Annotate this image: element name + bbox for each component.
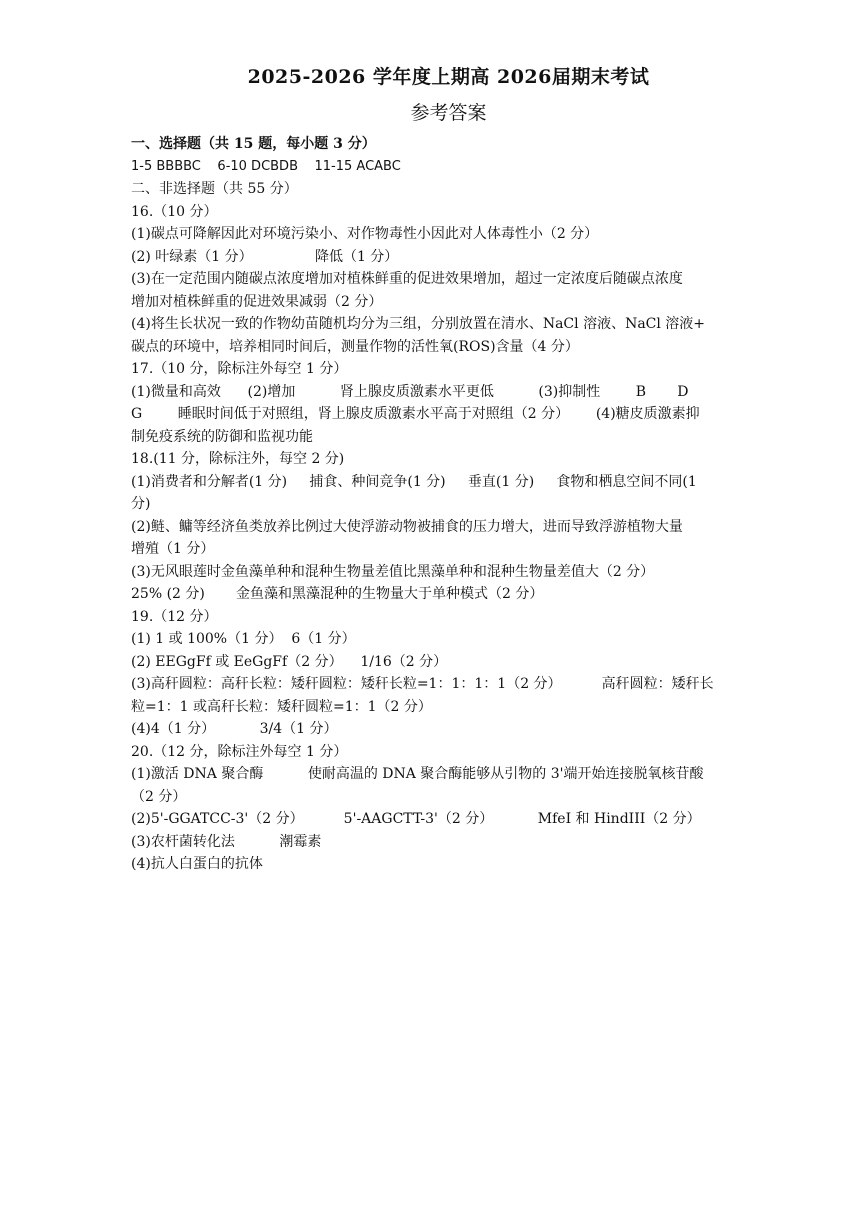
- answer-line: (3)高秆圆粒：高秆长粒：矮秆圆粒：矮秆长粒=1：1：1：1（2 分） 高秆圆粒：矮秆长: [131, 676, 714, 692]
- answer-line: (1)消费者和分解者(1 分) 捕食、种间竞争(1 分) 垂直(1 分) 食物和栖息空间不同(1: [131, 473, 697, 490]
- answer-line: 制免疫系统的防御和监视功能: [131, 428, 313, 445]
- answer-line: 粒=1：1 或高秆长粒：矮秆圆粒=1：1（2 分）: [131, 698, 432, 715]
- answer-line: (3)无风眼莲时金鱼藻单种和混种生物量差值比黑藻单种和混种生物量差值大（2 分）: [131, 563, 655, 580]
- answer-line: 1-5 BBBBC 6-10 DCBDB 11-15 ACABC: [131, 158, 401, 174]
- answer-line: 二、非选择题（共 55 分）: [131, 181, 298, 197]
- answer-line: (2)鲢、鳙等经济鱼类放养比例过大使浮游动物被捕食的压力增大，进而导致浮游植物大量: [131, 518, 683, 535]
- answer-line: (3)农杆菌转化法 潮霉素: [131, 833, 322, 850]
- answer-line: 分): [131, 496, 151, 512]
- answer-line: 增加对植株鲜重的促进效果减弱（2 分）: [131, 293, 383, 310]
- answer-line: 18.(11 分，除标注外，每空 2 分): [131, 451, 345, 467]
- answer-line: 17.（10 分，除标注外每空 1 分）: [131, 361, 348, 377]
- answer-line: 19.（12 分）: [131, 608, 218, 625]
- answer-line: 16.（10 分）: [131, 203, 218, 220]
- answer-line: 碳点的环境中，培养相同时间后，测量作物的活性氧(ROS)含量（4 分）: [131, 338, 579, 355]
- answer-line: (4)抗人白蛋白的抗体: [131, 856, 263, 872]
- document-subtitle: 参考答案: [410, 102, 487, 124]
- answer-line: 增殖（1 分）: [131, 541, 215, 557]
- answer-line: 25% (2 分) 金鱼藻和黑藻混种的生物量大于单种模式（2 分）: [131, 586, 544, 602]
- answer-line: (1) 1 或 100%（1 分） 6（1 分）: [131, 631, 356, 647]
- answer-line: （2 分）: [131, 788, 187, 805]
- answer-line: (4)将生长状况一致的作物幼苗随机均分为三组，分别放置在清水、NaCl 溶液、NaCl 溶液+: [131, 316, 706, 332]
- answer-line: (2)5'-GGATCC-3'（2 分） 5'-AAGCTT-3'（2 分） MfeI 和 HindIII（2 分）: [131, 811, 701, 827]
- answer-line: 一、选择题（共 15 题，每小题 3 分）: [131, 136, 376, 152]
- answer-line: (4)4（1 分） 3/4（1 分）: [131, 721, 338, 737]
- answer-line: (2) EEGgFf 或 EeGgFf（2 分） 1/16（2 分）: [131, 653, 448, 670]
- answer-line: (1)碳点可降解因此对环境污染小、对作物毒性小因此对人体毒性小（2 分）: [131, 226, 599, 242]
- answer-content: [131, 133, 741, 876]
- document-title: 2025-2026 学年度上期高 2026届期末考试: [247, 66, 650, 88]
- answer-line: G 睡眠时间低于对照组，肾上腺皮质激素水平高于对照组（2 分） (4)糖皮质激素抑: [131, 406, 700, 422]
- answer-line: 20.（12 分，除标注外每空 1 分）: [131, 743, 348, 760]
- answer-line: (3)在一定范围内随碳点浓度增加对植株鲜重的促进效果增加，超过一定浓度后随碳点浓度: [131, 271, 683, 287]
- answer-line: (1)激活 DNA 聚合酶 使耐高温的 DNA 聚合酶能够从引物的 3'端开始连接脱氧核苷酸: [131, 766, 704, 782]
- answer-line: (2) 叶绿素（1 分） 降低（1 分）: [131, 248, 399, 265]
- answer-line: (1)微量和高效 (2)增加 肾上腺皮质激素水平更低 (3)抑制性 B D: [131, 383, 689, 400]
